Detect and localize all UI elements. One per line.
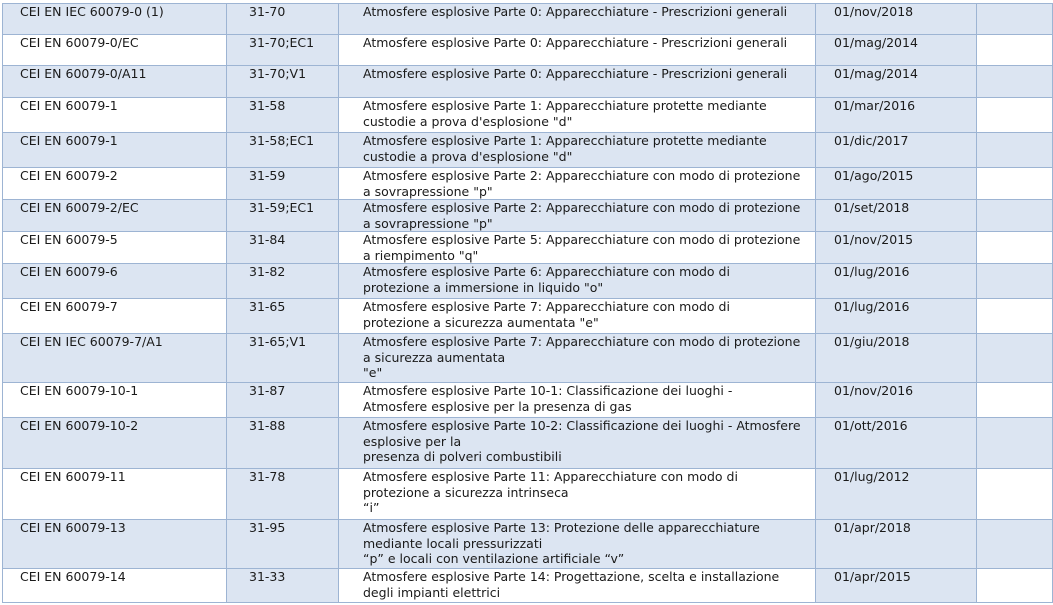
table-row — [3, 133, 1053, 168]
empty-cell — [977, 66, 1053, 98]
cei-class-cell: 31-65;V1 — [227, 334, 339, 383]
empty-cell — [977, 383, 1053, 418]
publication-date-cell: 01/ago/2015 — [816, 168, 977, 200]
table-row — [3, 200, 1053, 232]
table-row — [3, 520, 1053, 569]
standard-title-cell: Atmosfere esplosive Parte 0: Apparecchiature - Prescrizioni generali — [339, 35, 816, 66]
standard-title-cell: Atmosfere esplosive Parte 6: Apparecchiature con modo di protezione a immersione in liquido "o" — [339, 264, 816, 299]
standard-code-cell: CEI EN 60079-7 — [3, 299, 227, 334]
empty-cell — [977, 168, 1053, 200]
standard-title-cell: Atmosfere esplosive Parte 1: Apparecchiature protette mediante custodie a prova d'esplosione "d" — [339, 98, 816, 133]
standard-code-cell: CEI EN 60079-5 — [3, 232, 227, 264]
standard-code-cell: CEI EN IEC 60079-0 (1) — [3, 4, 227, 35]
standard-code-cell: CEI EN 60079-2/EC — [3, 200, 227, 232]
standard-title-cell: Atmosfere esplosive Parte 10-2: Classificazione dei luoghi - Atmosfere esplosive per la presenza di polveri combustibili — [339, 418, 816, 469]
standard-code-cell: CEI EN 60079-13 — [3, 520, 227, 569]
standard-code-cell: CEI EN 60079-11 — [3, 469, 227, 520]
standard-code-cell: CEI EN 60079-0/A11 — [3, 66, 227, 98]
cei-class-cell: 31-70;EC1 — [227, 35, 339, 66]
standard-title-cell: Atmosfere esplosive Parte 13: Protezione delle apparecchiature mediante locali pressurizzati “p” e locali con ventilazione artificiale “v” — [339, 520, 816, 569]
empty-cell — [977, 35, 1053, 66]
cei-class-cell: 31-87 — [227, 383, 339, 418]
table-row — [3, 383, 1053, 418]
publication-date-cell: 01/nov/2015 — [816, 232, 977, 264]
table-row — [3, 469, 1053, 520]
cei-class-cell: 31-58;EC1 — [227, 133, 339, 168]
standard-title-cell: Atmosfere esplosive Parte 5: Apparecchiature con modo di protezione a riempimento "q" — [339, 232, 816, 264]
standard-code-cell: CEI EN 60079-0/EC — [3, 35, 227, 66]
standard-title-cell: Atmosfere esplosive Parte 7: Apparecchiature con modo di protezione a sicurezza aumentata "e" — [339, 334, 816, 383]
standard-code-cell: CEI EN 60079-10-2 — [3, 418, 227, 469]
table-row — [3, 168, 1053, 200]
standard-code-cell: CEI EN 60079-14 — [3, 569, 227, 603]
publication-date-cell: 01/nov/2018 — [816, 4, 977, 35]
standard-code-cell: CEI EN 60079-2 — [3, 168, 227, 200]
cei-class-cell: 31-59;EC1 — [227, 200, 339, 232]
standards-table-body — [3, 4, 1053, 603]
table-row — [3, 98, 1053, 133]
publication-date-cell: 01/set/2018 — [816, 200, 977, 232]
empty-cell — [977, 469, 1053, 520]
empty-cell — [977, 569, 1053, 603]
standard-code-cell: CEI EN 60079-10-1 — [3, 383, 227, 418]
publication-date-cell: 01/lug/2012 — [816, 469, 977, 520]
table-row — [3, 334, 1053, 383]
cei-class-cell: 31-65 — [227, 299, 339, 334]
empty-cell — [977, 98, 1053, 133]
standard-title-cell: Atmosfere esplosive Parte 7: Apparecchiature con modo di protezione a sicurezza aumentata "e" — [339, 299, 816, 334]
table-row — [3, 264, 1053, 299]
standard-title-cell: Atmosfere esplosive Parte 2: Apparecchiature con modo di protezione a sovrapressione "p" — [339, 168, 816, 200]
standard-code-cell: CEI EN IEC 60079-7/A1 — [3, 334, 227, 383]
empty-cell — [977, 200, 1053, 232]
empty-cell — [977, 520, 1053, 569]
table-row — [3, 66, 1053, 98]
standard-title-cell: Atmosfere esplosive Parte 11: Apparecchiature con modo di protezione a sicurezza intrinseca “i” — [339, 469, 816, 520]
empty-cell — [977, 418, 1053, 469]
publication-date-cell: 01/mar/2016 — [816, 98, 977, 133]
empty-cell — [977, 133, 1053, 168]
standard-code-cell: CEI EN 60079-1 — [3, 98, 227, 133]
publication-date-cell: 01/mag/2014 — [816, 66, 977, 98]
publication-date-cell: 01/lug/2016 — [816, 299, 977, 334]
standard-title-cell: Atmosfere esplosive Parte 1: Apparecchiature protette mediante custodie a prova d'esplosione "d" — [339, 133, 816, 168]
publication-date-cell: 01/giu/2018 — [816, 334, 977, 383]
table-row — [3, 569, 1053, 603]
cei-class-cell: 31-82 — [227, 264, 339, 299]
cei-class-cell: 31-84 — [227, 232, 339, 264]
cei-class-cell: 31-58 — [227, 98, 339, 133]
standard-title-cell: Atmosfere esplosive Parte 0: Apparecchiature - Prescrizioni generali — [339, 66, 816, 98]
standard-title-cell: Atmosfere esplosive Parte 2: Apparecchiature con modo di protezione a sovrapressione "p" — [339, 200, 816, 232]
standard-code-cell: CEI EN 60079-1 — [3, 133, 227, 168]
cei-class-cell: 31-33 — [227, 569, 339, 603]
publication-date-cell: 01/mag/2014 — [816, 35, 977, 66]
cei-class-cell: 31-95 — [227, 520, 339, 569]
cei-class-cell: 31-70;V1 — [227, 66, 339, 98]
standard-title-cell: Atmosfere esplosive Parte 10-1: Classificazione dei luoghi - Atmosfere esplosive per la presenza di gas — [339, 383, 816, 418]
empty-cell — [977, 232, 1053, 264]
empty-cell — [977, 334, 1053, 383]
standard-title-cell: Atmosfere esplosive Parte 0: Apparecchiature - Prescrizioni generali — [339, 4, 816, 35]
table-row — [3, 35, 1053, 66]
table-row — [3, 232, 1053, 264]
publication-date-cell: 01/apr/2018 — [816, 520, 977, 569]
cei-class-cell: 31-78 — [227, 469, 339, 520]
empty-cell — [977, 299, 1053, 334]
standard-code-cell: CEI EN 60079-6 — [3, 264, 227, 299]
publication-date-cell: 01/ott/2016 — [816, 418, 977, 469]
empty-cell — [977, 4, 1053, 35]
cei-class-cell: 31-70 — [227, 4, 339, 35]
publication-date-cell: 01/nov/2016 — [816, 383, 977, 418]
cei-class-cell: 31-88 — [227, 418, 339, 469]
publication-date-cell: 01/dic/2017 — [816, 133, 977, 168]
table-row — [3, 418, 1053, 469]
empty-cell — [977, 264, 1053, 299]
standards-table — [2, 3, 1053, 603]
publication-date-cell: 01/apr/2015 — [816, 569, 977, 603]
table-row — [3, 4, 1053, 35]
cei-class-cell: 31-59 — [227, 168, 339, 200]
standard-title-cell: Atmosfere esplosive Parte 14: Progettazione, scelta e installazione degli impianti elettrici — [339, 569, 816, 603]
table-row — [3, 299, 1053, 334]
publication-date-cell: 01/lug/2016 — [816, 264, 977, 299]
